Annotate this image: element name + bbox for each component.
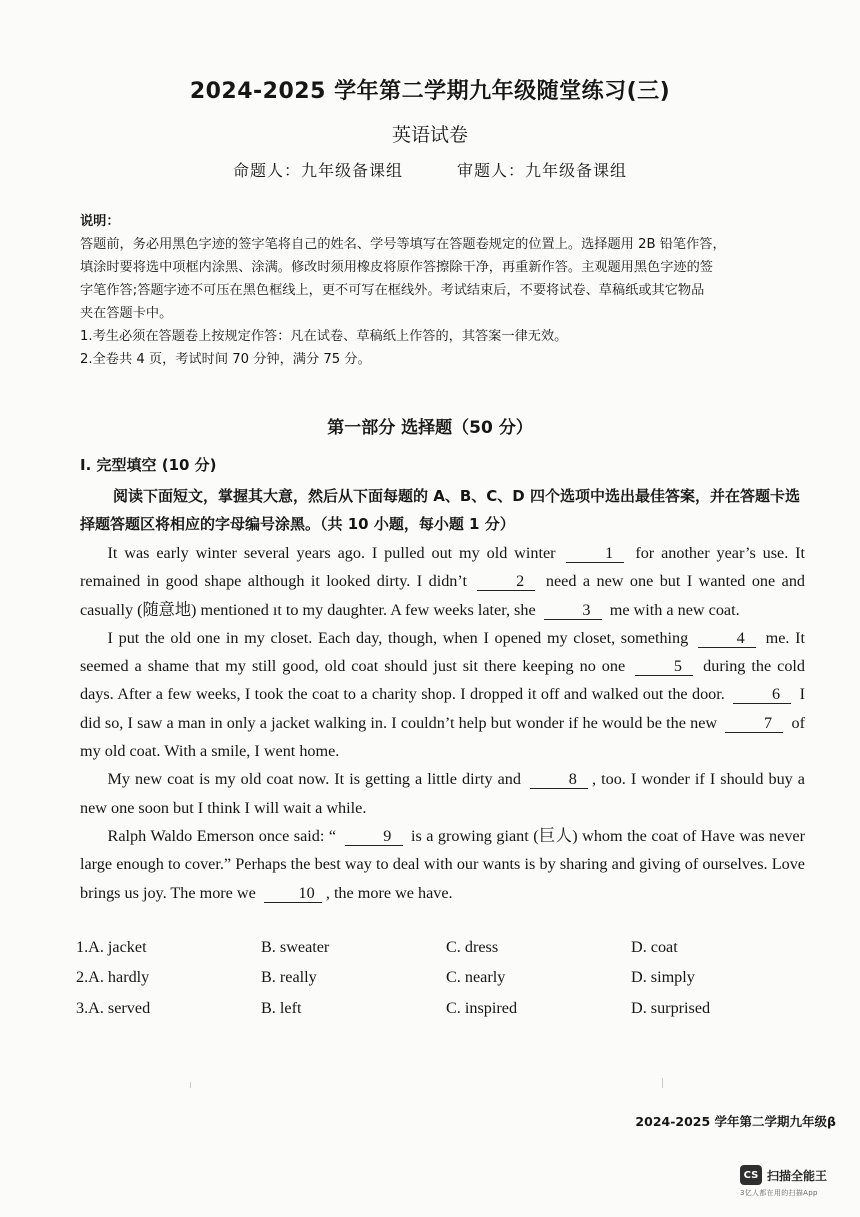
option-b: B. really <box>261 968 317 987</box>
part-title: 第一部分 选择题（50 分） <box>327 418 533 438</box>
passage-text: , the more we have. <box>325 883 453 902</box>
blank-6: 6 <box>733 686 791 704</box>
blank-7: 7 <box>725 715 783 733</box>
reviewer-label: 审题人：九年级备课组 <box>457 161 628 180</box>
passage-text: Ralph Waldo Emerson once said: “ <box>107 826 337 845</box>
notes-line: 字笔作答;答题字迹不可压在黑色框线上，更不可写在框线外。考试结束后，不要将试卷、草稿纸或其它物品 <box>80 283 705 298</box>
passage-text: me with a new coat. <box>609 600 740 619</box>
author-label: 命题人：九年级备课组 <box>232 161 403 180</box>
passage-text: need a new one but I wanted one and casually (随意地) mentioned ıt to my daughter. A few weeks later, she <box>80 572 806 619</box>
notes-line: 夹在答题卡中。 <box>80 306 173 321</box>
passage-text: is a growing giant (巨人) whom the coat of Have was never large enough to cover.” Perhaps the best way to deal with our wants is by sharing and giving of ourselves. Love brings us joy. The more we <box>80 826 805 902</box>
instructions-notes <box>80 210 805 371</box>
section-instructions: 阅读下面短文，掌握其大意，然后从下面每题的 A、B、C、D 四个选项中选出最佳答案，并在答题卡选择题答题区将相应的字母编号涂黑。（共 10 小题，每小题 1 分） <box>80 487 800 533</box>
page-title: 2024-2025 学年第二学期九年级随堂练习(三) <box>189 79 671 104</box>
passage-text: during the cold days. After a few weeks, I took the coat to a charity shop. I dropped it off and walked out the door. <box>80 657 805 704</box>
blank-2: 2 <box>477 573 535 591</box>
question-options <box>76 932 816 1024</box>
option-b: B. sweater <box>261 937 330 956</box>
question-row <box>76 993 816 1024</box>
blank-3: 3 <box>544 602 602 620</box>
notes-line: 2.全卷共 4 页，考试时间 70 分钟，满分 75 分。 <box>80 352 371 367</box>
option-a: 2.A. hardly <box>76 968 150 987</box>
option-d: D. surprised <box>631 998 711 1017</box>
passage-paragraph <box>80 624 805 765</box>
passage-paragraph <box>80 539 805 624</box>
notes-line: 答题前，务必用黑色字迹的签字笔将自己的姓名、学号等填写在答题卷规定的位置上。选择题用 2B 铅笔作答， <box>80 237 726 252</box>
passage-text: It was early winter several years ago. I pulled out my old winter <box>107 544 556 562</box>
option-c: C. dress <box>446 937 499 956</box>
cloze-passage <box>80 539 805 907</box>
blank-5: 5 <box>635 658 693 676</box>
passage-paragraph <box>80 822 805 907</box>
passage-text: I put the old one in my closet. Each day, though, when I opened my closet, something <box>107 628 689 647</box>
passage-text: of my old coat. With a smile, I went home. <box>80 713 806 761</box>
page-subtitle: 英语试卷 <box>391 124 468 146</box>
question-row <box>76 932 816 963</box>
option-a: 3.A. served <box>76 998 151 1017</box>
scanner-watermark <box>740 1165 850 1198</box>
authors-line <box>0 158 860 181</box>
scan-artifact <box>662 1078 663 1088</box>
page-footer: 2024-2025 学年第二学期九年级β <box>635 1114 836 1129</box>
notes-heading: 说明： <box>80 214 120 229</box>
option-d: D. simply <box>631 968 695 987</box>
blank-10: 10 <box>264 885 322 903</box>
option-c: C. nearly <box>446 968 506 987</box>
scanner-tagline: 3亿人都在用的扫描App <box>740 1189 818 1197</box>
passage-paragraph <box>80 765 805 822</box>
passage-text: , too. I wonder if I should buy a new one soon but I think I will wait a while. <box>80 770 805 817</box>
scan-artifact <box>190 1082 191 1088</box>
passage-text: me. It seemed a shame that my still good, old coat should just sit there keeping no one <box>80 628 806 676</box>
notes-line: 填涂时要将选中项框内涂黑、涂满。修改时须用橡皮将原作答擦除干净，再重新作答。主观题用黑色字迹的签 <box>80 260 713 275</box>
notes-line: 1.考生必须在答题卷上按规定作答：凡在试卷、草稿纸上作答的，其答案一律无效。 <box>80 329 568 344</box>
option-d: D. coat <box>631 937 678 956</box>
passage-text: I did so, I saw a man in only a jacket walking in. I couldn’t help but wonder if he would be the new <box>80 685 806 732</box>
option-b: B. left <box>261 998 302 1017</box>
camscanner-logo-icon: CS <box>740 1165 762 1185</box>
passage-text: My new coat is my old coat now. It is getting a little dirty and <box>107 770 521 789</box>
passage-text: for another year’s use. It remained in good shape although it looked dirty. I didn’t <box>80 544 806 591</box>
blank-1: 1 <box>566 545 624 563</box>
option-a: 1.A. jacket <box>76 937 147 956</box>
option-c: C. inspired <box>446 998 518 1017</box>
blank-9: 9 <box>345 828 403 846</box>
scanner-name: 扫描全能王 <box>767 1168 828 1183</box>
blank-4: 4 <box>698 630 756 648</box>
question-row <box>76 963 816 994</box>
blank-8: 8 <box>530 771 588 789</box>
section-title: I. 完型填空 (10 分) <box>80 456 217 474</box>
